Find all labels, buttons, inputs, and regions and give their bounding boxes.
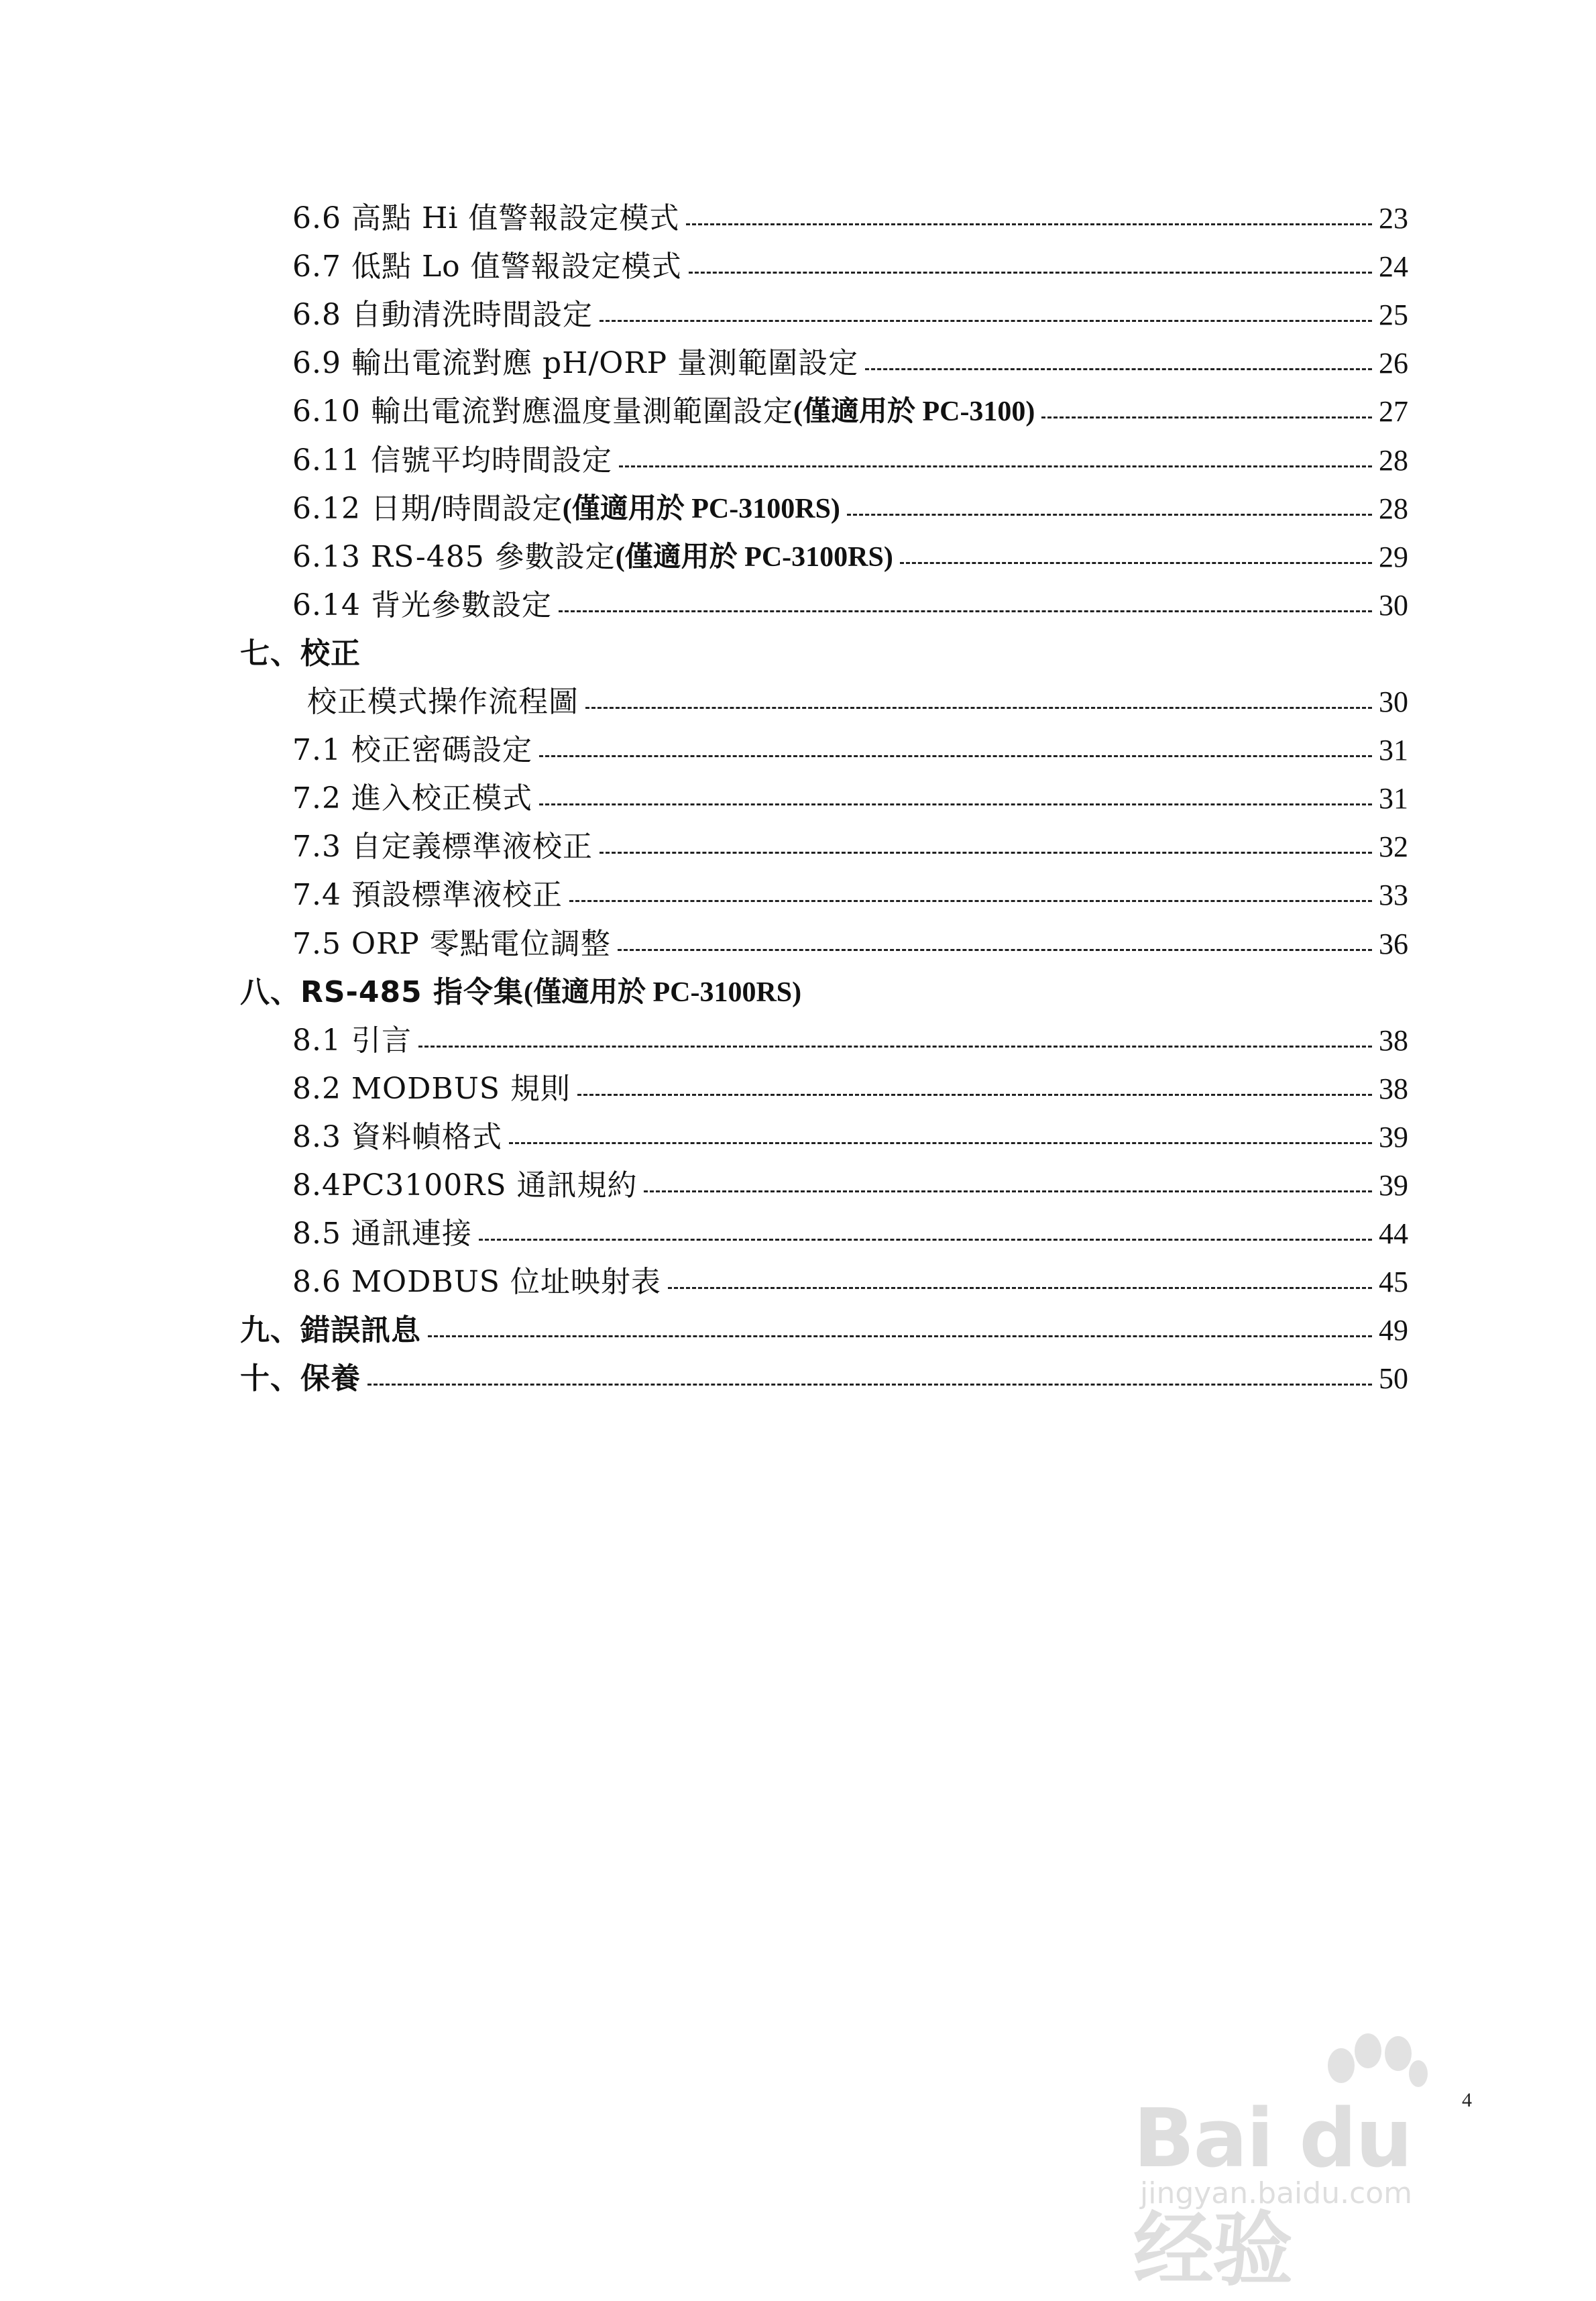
- toc-title: 7.4 預設標準液校正: [292, 878, 563, 912]
- toc-entry-row: [292, 196, 1408, 236]
- toc-page-number: 28: [1379, 444, 1408, 477]
- toc-entry-row: [292, 389, 1408, 429]
- toc-entry-row: [292, 1115, 1408, 1155]
- toc-title: 8.4PC3100RS 通訊規約: [292, 1168, 638, 1202]
- toc-dot-leader: [367, 1384, 1372, 1386]
- toc-dot-leader: [689, 272, 1372, 274]
- toc-chapter-row: [240, 970, 1408, 1010]
- toc-title: 8.2 MODBUS 規則: [292, 1072, 571, 1106]
- toc-page-number: 36: [1379, 928, 1408, 960]
- toc-entry-row: [292, 583, 1408, 623]
- toc-page-number: 30: [1379, 685, 1408, 718]
- toc-title: 7.3 自定義標準液校正: [292, 830, 593, 864]
- toc-dot-leader: [668, 1287, 1372, 1289]
- toc-title: 7.5 ORP 零點電位調整: [292, 927, 611, 961]
- toc-dot-leader: [559, 610, 1372, 612]
- toc-title: 十、保養: [240, 1361, 361, 1396]
- toc-entry-row: [292, 1163, 1408, 1203]
- toc-title: 校正模式操作流程圖: [307, 685, 579, 719]
- toc-entry-row: [292, 824, 1408, 864]
- toc-dot-leader: [600, 320, 1372, 322]
- toc-dot-leader: [644, 1190, 1372, 1192]
- toc-page-number: 39: [1379, 1121, 1408, 1154]
- toc-title: 6.6 高點 Hi 值警報設定模式: [292, 201, 680, 235]
- toc-page-number: 45: [1379, 1266, 1408, 1298]
- toc-dot-leader: [585, 707, 1372, 709]
- toc-entry-row: [292, 873, 1408, 913]
- toc-suffix: (僅適用於 PC-3100): [793, 396, 1035, 427]
- baidu-watermark: [1133, 2032, 1509, 2297]
- toc-title: 6.12 日期/時間設定: [292, 492, 563, 526]
- toc-page-number: 39: [1379, 1169, 1408, 1202]
- toc-title: 6.13 RS-485 參數設定: [292, 540, 616, 574]
- toc-dot-leader: [479, 1239, 1372, 1241]
- toc-dot-leader: [618, 949, 1372, 951]
- toc-title: 6.14 背光參數設定: [292, 588, 552, 622]
- toc-dot-leader: [600, 852, 1372, 854]
- toc-page-number: 38: [1379, 1072, 1408, 1105]
- toc-page-number: 24: [1379, 250, 1408, 283]
- toc-page-number: 26: [1379, 347, 1408, 380]
- toc-entry-row: [292, 1018, 1408, 1058]
- toc-title: 6.10 輸出電流對應溫度量測範圍設定: [292, 394, 793, 429]
- toc-page-number: 23: [1379, 202, 1408, 235]
- toc-page-number: 25: [1379, 298, 1408, 331]
- toc-suffix: (僅適用於 PC-3100RS): [524, 977, 802, 1008]
- toc-entry-row: [292, 728, 1408, 768]
- toc-chapter-row: [240, 1356, 1408, 1396]
- toc-page-number: 38: [1379, 1024, 1408, 1057]
- watermark-brand: Bai du 经验: [1133, 2092, 1412, 2297]
- toc-entry-row: [292, 341, 1408, 381]
- toc-page-number: 32: [1379, 830, 1408, 863]
- toc-dot-leader: [428, 1335, 1372, 1337]
- toc-title: 8.5 通訊連接: [292, 1217, 472, 1251]
- toc-title: 八、RS-485 指令集: [240, 975, 524, 1009]
- toc-chapter-row: [240, 1308, 1408, 1348]
- toc-dot-leader: [539, 755, 1372, 757]
- toc-dot-leader: [847, 514, 1372, 516]
- toc-entry-row: [292, 292, 1408, 333]
- toc-title: 7.2 進入校正模式: [292, 781, 532, 816]
- toc-title: 8.3 資料幀格式: [292, 1120, 502, 1154]
- toc-page-number: 49: [1379, 1314, 1408, 1347]
- toc-title: 6.7 低點 Lo 值警報設定模式: [292, 249, 682, 284]
- toc-dot-leader: [569, 900, 1372, 902]
- toc-entry-row: [292, 438, 1408, 478]
- toc-title: 6.8 自動清洗時間設定: [292, 298, 593, 332]
- toc-page-number: 50: [1379, 1362, 1408, 1395]
- toc-entry-row: [292, 486, 1408, 526]
- toc-entry-row: [292, 776, 1408, 816]
- toc-title: 7.1 校正密碼設定: [292, 733, 532, 767]
- toc-page-number: 31: [1379, 782, 1408, 815]
- toc-entry-row: [292, 244, 1408, 284]
- toc-title: 九、錯誤訊息: [240, 1313, 421, 1347]
- toc-page-number: 44: [1379, 1217, 1408, 1250]
- toc-title: 8.6 MODBUS 位址映射表: [292, 1265, 661, 1299]
- toc-entry-row: [292, 1066, 1408, 1107]
- toc-dot-leader: [686, 223, 1372, 225]
- toc-chapter-row: [240, 631, 1408, 671]
- toc-page-number: 29: [1379, 541, 1408, 573]
- toc-entry-row: [307, 679, 1408, 720]
- toc-dot-leader: [900, 562, 1372, 564]
- toc-title: 8.1 引言: [292, 1023, 412, 1058]
- toc-title: 七、校正: [240, 636, 361, 671]
- toc-page-number: 27: [1379, 395, 1408, 428]
- toc-page-number: 28: [1379, 492, 1408, 525]
- toc-page-number: 31: [1379, 734, 1408, 767]
- page-number: 4: [1462, 2089, 1472, 2111]
- toc-dot-leader: [1041, 416, 1372, 418]
- toc-entry-row: [292, 1259, 1408, 1300]
- toc-entry-row: [292, 921, 1408, 962]
- toc-suffix: (僅適用於 PC-3100RS): [562, 494, 840, 524]
- toc-dot-leader: [509, 1142, 1372, 1144]
- toc-dot-leader: [539, 803, 1372, 805]
- toc-title: 6.9 輸出電流對應 pH/ORP 量測範圍設定: [292, 346, 859, 380]
- watermark-url: jingyan.baidu.com: [1140, 2176, 1413, 2210]
- toc-entry-row: [292, 1211, 1408, 1251]
- toc-title: 6.11 信號平均時間設定: [292, 443, 612, 478]
- toc-suffix: (僅適用於 PC-3100RS): [615, 542, 893, 573]
- toc-dot-leader: [865, 368, 1372, 370]
- toc-dot-leader: [619, 465, 1372, 467]
- toc-dot-leader: [577, 1094, 1372, 1096]
- toc-page-number: 33: [1379, 879, 1408, 911]
- toc-page-number: 30: [1379, 589, 1408, 622]
- toc-dot-leader: [418, 1046, 1372, 1048]
- toc-entry-row: [292, 535, 1408, 575]
